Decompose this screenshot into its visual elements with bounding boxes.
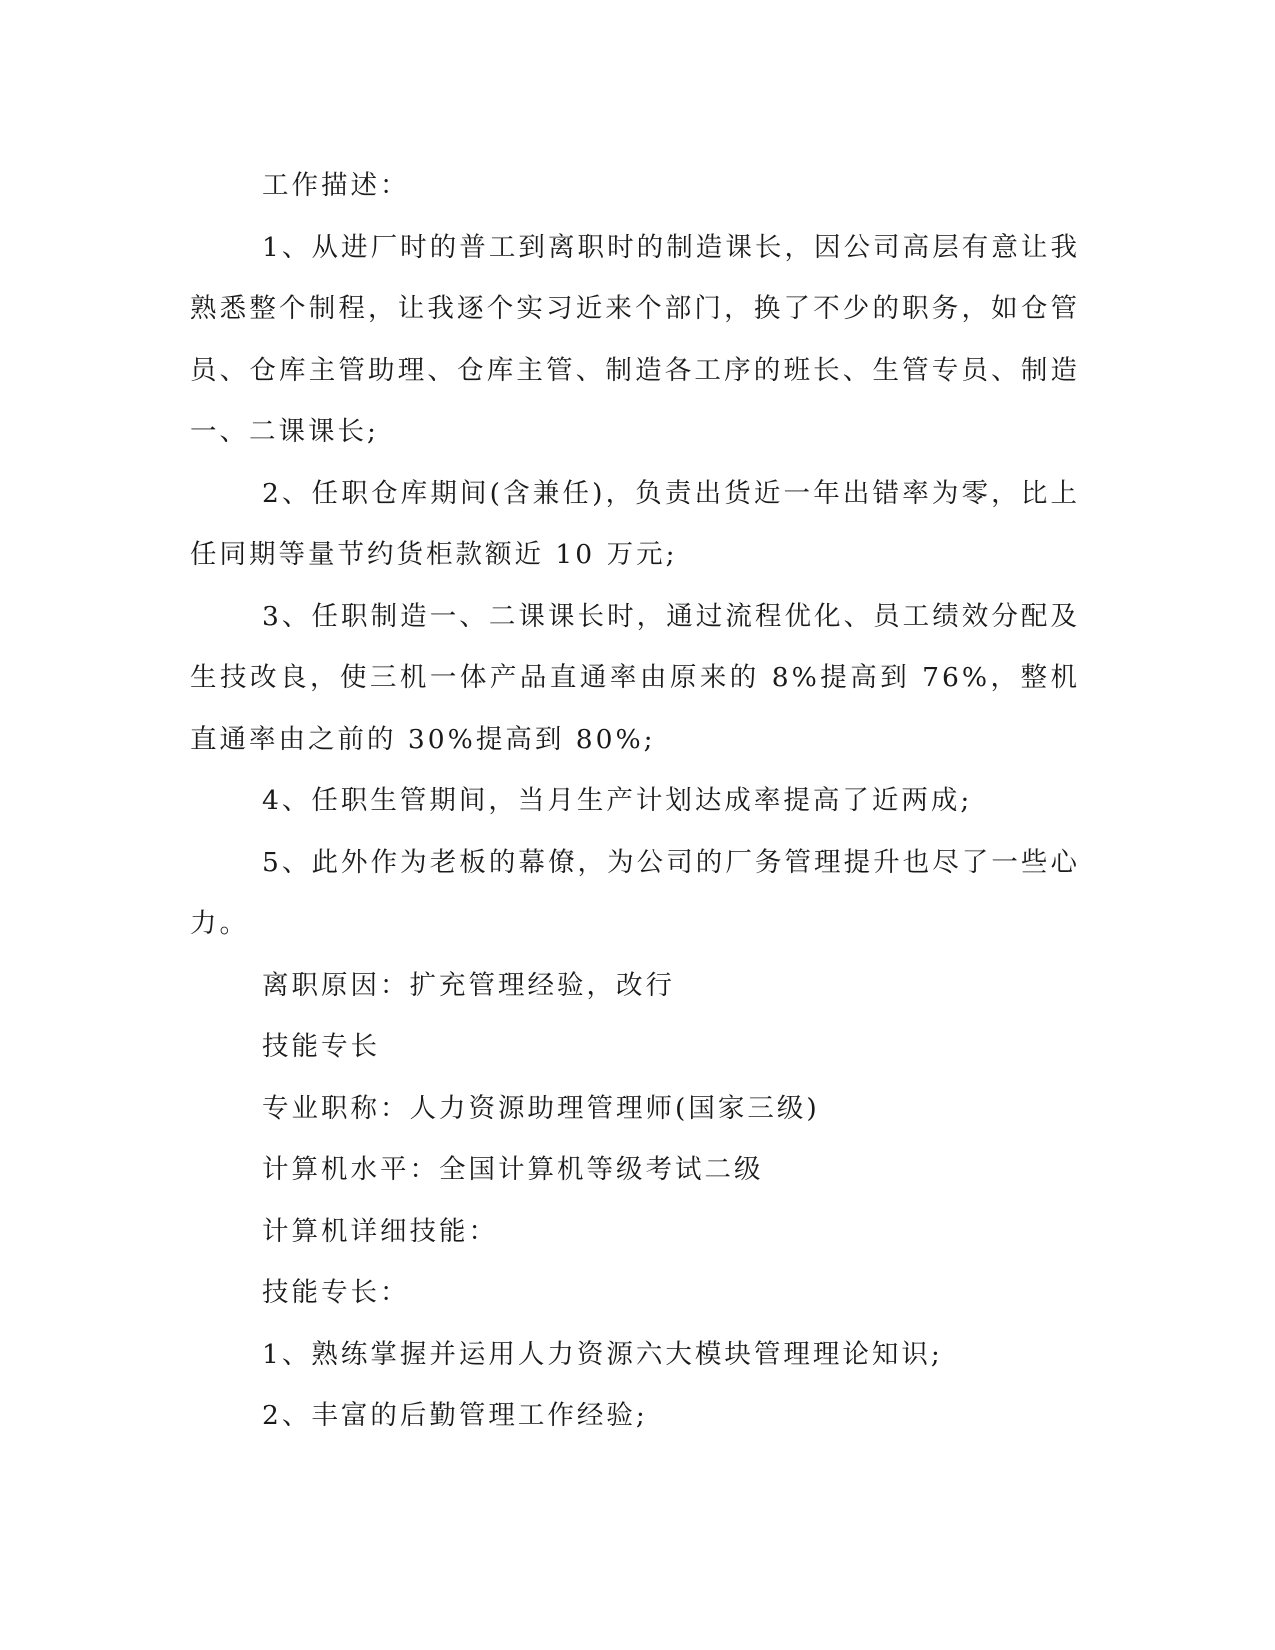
section-heading-job-description: 工作描述： <box>262 170 410 201</box>
job-item-4: 4、任职生管期间，当月生产计划达成率提高了近两成; <box>262 785 973 816</box>
document-body <box>190 155 1080 1447</box>
leaving-reason: 离职原因：扩充管理经验，改行 <box>262 969 675 1001</box>
skills-heading: 技能专长： <box>262 1277 410 1308</box>
computer-level: 计算机水平：全国计算机等级考试二级 <box>262 1154 764 1185</box>
job-item-2: 2、任职仓库期间(含兼任)，负责出货近一年出错率为零，比上任同期等量节约货柜款额近 10 万元; <box>190 477 1080 570</box>
section-heading-skills: 技能专长 <box>262 1031 380 1062</box>
job-item-5: 5、此外作为老板的幕僚，为公司的厂务管理提升也尽了一些心力。 <box>190 846 1080 939</box>
computer-skills-heading: 计算机详细技能： <box>262 1215 498 1247</box>
job-item-1: 1、从进厂时的普工到离职时的制造课长，因公司高层有意让我熟悉整个制程，让我逐个实习近来个部门，换了不少的职务，如仓管员、仓库主管助理、仓库主管、制造各工序的班长、生管专员、制造一、二课课长; <box>190 231 1080 447</box>
skill-item-1: 1、熟练掌握并运用人力资源六大模块管理理论知识; <box>262 1338 943 1370</box>
professional-title: 专业职称：人力资源助理管理师(国家三级) <box>262 1092 820 1124</box>
job-item-3: 3、任职制造一、二课课长时，通过流程优化、员工绩效分配及生技改良，使三机一体产品直通率由原来的 8%提高到 76%，整机直通率由之前的 30%提高到 80%; <box>190 600 1080 755</box>
skill-item-2: 2、丰富的后勤管理工作经验; <box>262 1400 648 1431</box>
